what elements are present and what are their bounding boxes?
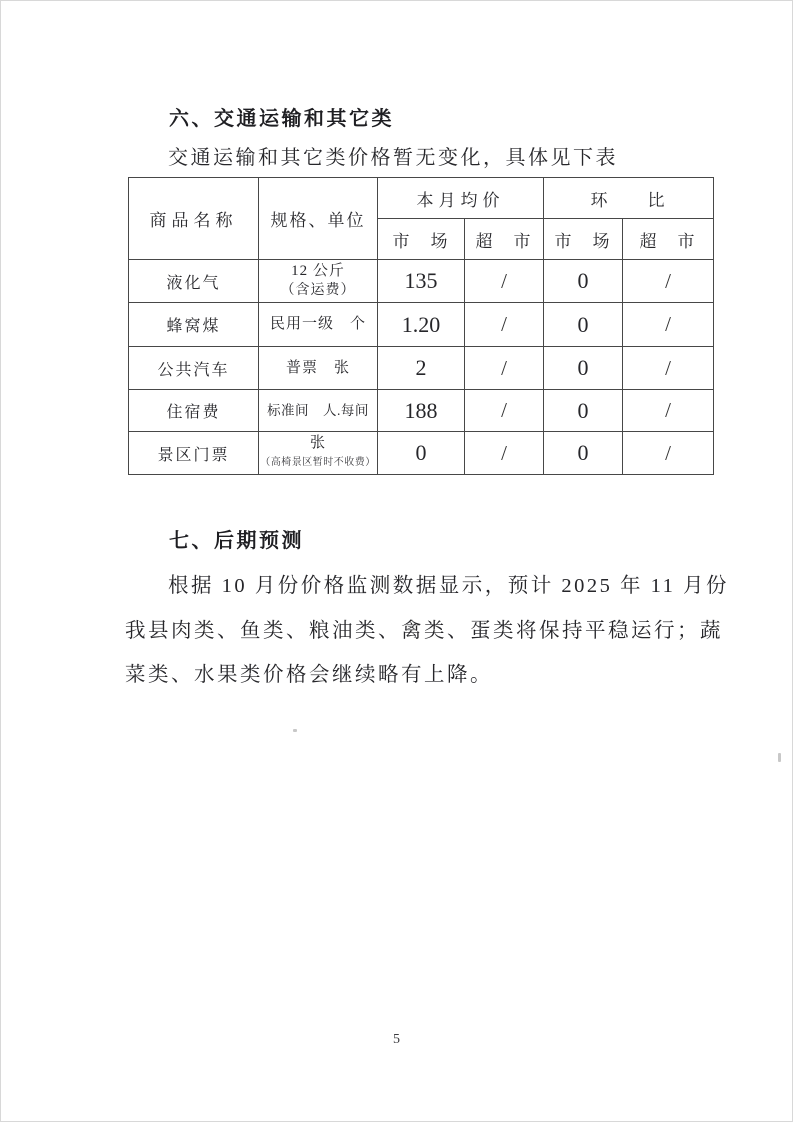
cell-spec: 民用一级 个 <box>259 303 378 347</box>
forecast-paragraph <box>125 564 729 698</box>
cell-market-price: 188 <box>378 390 465 432</box>
cell-product: 景区门票 <box>129 432 259 475</box>
cell-spec: 普票 张 <box>259 347 378 390</box>
scan-speck <box>778 753 781 762</box>
cell-market-price: 2 <box>378 347 465 390</box>
cell-super-price: / <box>465 432 544 475</box>
header-product: 商品名称 <box>129 178 259 260</box>
section6-heading: 六、交通运输和其它类 <box>169 108 394 130</box>
table-row <box>129 347 714 390</box>
scan-speck <box>293 729 297 732</box>
paragraph-line: 根据 10 月份价格监测数据显示，预计 2025 年 11 月份 <box>168 575 729 597</box>
header-spec: 规格、单位 <box>259 178 378 260</box>
table-header-row-1 <box>129 178 714 219</box>
cell-spec: 标准间 人.每间 <box>259 390 378 432</box>
page-number: 5 <box>393 1032 400 1047</box>
cell-super-mom: / <box>623 432 714 475</box>
cell-market-price: 1.20 <box>378 303 465 347</box>
cell-market-price: 135 <box>378 260 465 303</box>
section6-intro: 交通运输和其它类价格暂无变化，具体见下表 <box>168 147 618 169</box>
cell-spec: 12 公斤 <box>291 263 345 279</box>
paragraph-line: 我县肉类、鱼类、粮油类、禽类、蛋类将保持平稳运行；蔬 <box>125 619 723 642</box>
header-market-mom: 市 场 <box>544 219 623 260</box>
header-market-avg: 市 场 <box>378 219 465 260</box>
price-table <box>128 177 714 475</box>
table-row <box>129 432 714 475</box>
cell-market-mom: 0 <box>544 260 623 303</box>
cell-market-mom: 0 <box>544 347 623 390</box>
cell-product: 蜂窝煤 <box>129 303 259 347</box>
cell-market-mom: 0 <box>544 303 623 347</box>
paragraph-line: 菜类、水果类价格会继续略有上降。 <box>125 664 493 686</box>
cell-super-price: / <box>465 260 544 303</box>
table-row <box>129 260 714 303</box>
cell-super-mom: / <box>623 347 714 390</box>
section7-heading: 七、后期预测 <box>169 530 304 552</box>
cell-super-price: / <box>465 390 544 432</box>
header-super-mom: 超 市 <box>623 219 714 260</box>
cell-market-price: 0 <box>378 432 465 475</box>
cell-product: 住宿费 <box>129 390 259 432</box>
table-row <box>129 303 714 347</box>
cell-super-price: / <box>465 303 544 347</box>
cell-super-mom: / <box>623 390 714 432</box>
cell-market-mom: 0 <box>544 432 623 475</box>
cell-super-mom: / <box>623 260 714 303</box>
cell-super-price: / <box>465 347 544 390</box>
cell-spec-note: （高椅景区暂时不收费） <box>260 457 376 468</box>
cell-product: 公共汽车 <box>129 347 259 390</box>
table-row <box>129 390 714 432</box>
cell-spec-note: （含运费） <box>280 283 356 298</box>
header-super-avg: 超 市 <box>465 219 544 260</box>
cell-product: 液化气 <box>129 260 259 303</box>
header-month-avg: 本月均价 <box>378 178 544 219</box>
cell-market-mom: 0 <box>544 390 623 432</box>
cell-spec: 张 <box>309 435 326 451</box>
cell-super-mom: / <box>623 303 714 347</box>
header-mom: 环 比 <box>544 178 714 219</box>
